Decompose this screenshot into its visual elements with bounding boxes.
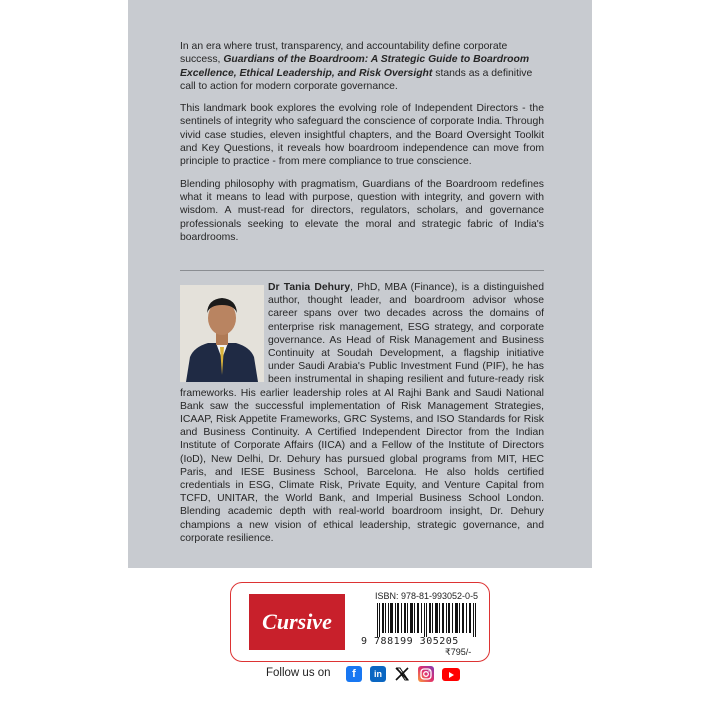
barcode-number: 9 788199 305205 [361, 636, 459, 647]
logo-text: Cursive [262, 609, 332, 634]
blurb-text: stands as a definitive call to action for modern corporate governance. [180, 67, 533, 92]
facebook-icon[interactable]: f [346, 666, 362, 682]
author-bio-text: , PhD, MBA (Finance), is a distinguished author, thought leader, and boardroom advisor whose career spans over two decades across the domains of enterprise risk management, ESG strategy, and corporate governance. As Head of Risk Management and Business Continuity at Soudah Development, a flagship initiative under Saudi Arabia's Public Investment Fund (PIF), he has been instrumental in shaping resilient and future-ready risk frameworks. His earlier leadership roles at Al Rajhi Bank and Saudi National Bank saw the successful implementation of Risk Management Strategies, ICAAP, Risk Appetite Frameworks, GRC Systems, and ISO Standards for Risk and Business Continuity. A Certified Independent Director from the Indian Institute of Corporate Affairs (IICA) and a Fellow of the Institute of Directors (IoD), New Delhi, Dr. Dehury has pursued global programs from MIT, HEC Paris, and IESE Business School, Barcelona. He also holds certified credentials in ESG, Climate Risk, Private Equity, and Venture Capital from TCFD, UNITAR, the World Bank, and Imperial Business School London. Blending academic depth with real-world boardroom insight, Dr. Dehury champions a new vision of ethical leadership, strategic governance, and corporate resilience. [180, 282, 544, 544]
price-label: ₹795/- [445, 647, 472, 657]
youtube-icon[interactable] [442, 668, 460, 681]
blurb-paragraph-1 [180, 40, 544, 93]
blurb-text: In an era where trust, transparency, and accountability define corporate success, [180, 41, 508, 66]
instagram-icon[interactable] [418, 666, 434, 682]
author-name: Dr Tania Dehury [268, 282, 351, 293]
barcode [377, 603, 479, 637]
book-back-cover [128, 0, 592, 720]
book-title: Guardians of the Boardroom: A Strategic Guide to Boardroom Excellence, Ethical Leadership, and Risk Oversight [180, 54, 530, 79]
photo-spacer [180, 281, 268, 385]
linkedin-icon[interactable]: in [370, 666, 386, 682]
follow-us-label: Follow us on [266, 667, 331, 679]
blurb-paragraph-2: This landmark book explores the evolving role of Independent Directors - the sentinels of integrity who safeguard the conscience of corporate India. Through vivid case studies, eleven insightful chapters, and the Board Oversight Toolkit and Key Questions, it reveals how boardroom independence can move from principle to practice - from mere compliance to true conscience. [180, 103, 544, 168]
book-blurb [180, 40, 544, 253]
x-icon[interactable] [394, 666, 410, 682]
cursive-logo [249, 594, 345, 650]
section-divider [180, 270, 544, 271]
author-bio [180, 281, 544, 545]
isbn-label: ISBN: 978-81-993052-0-5 [375, 591, 479, 601]
blurb-paragraph-3: Blending philosophy with pragmatism, Guardians of the Boardroom redefines what it means to lead with purpose, question with integrity, and govern with wisdom. A must-read for directors, regulators, scholars, and governance professionals seeking to elevate the moral and strategic fabric of India's boardrooms. [180, 178, 544, 243]
publisher-info-box [230, 582, 490, 662]
